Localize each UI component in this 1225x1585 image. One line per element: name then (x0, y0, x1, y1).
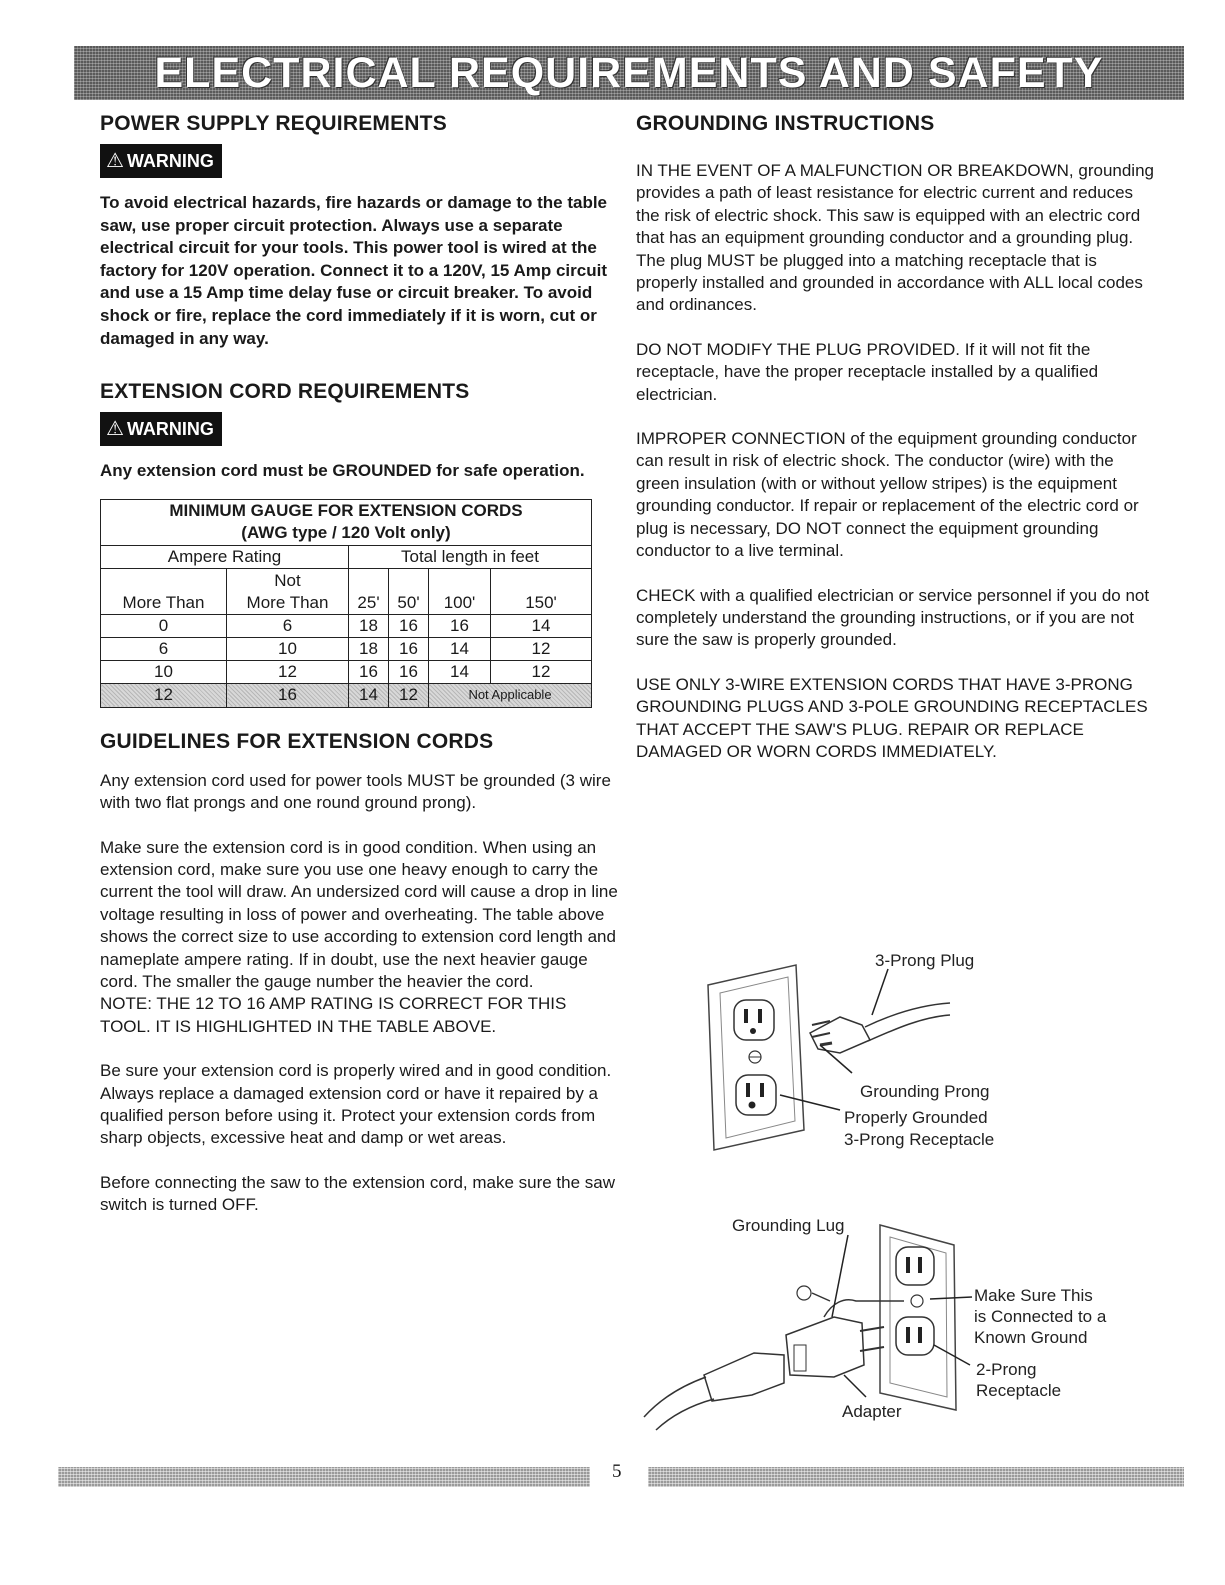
grounding-paragraph: IMPROPER CONNECTION of the equipment grounding conductor can result in risk of electric shock. The conductor (wire) with the green insulation (with or without yellow stripes) is the equipment grounding conductor. If repair or replacement of the electric cord or plug is necessary, DO NOT connect the equipment grounding conductor to a live terminal. (636, 429, 1139, 561)
three-prong-receptacle-figure (700, 945, 1030, 1165)
grounding-paragraph: CHECK with a qualified electrician or service personnel if you do not completely understand the grounding instructions, or if you are not sure the saw is properly grounded. (636, 585, 1150, 650)
receptacle-label: Properly Grounded (844, 1108, 988, 1127)
table-row: 6 10 18 16 14 12 (101, 637, 592, 660)
warning-badge (100, 412, 222, 446)
footer-bar-left (58, 1467, 590, 1487)
footer-bar-right (648, 1467, 1184, 1487)
cord (644, 1377, 706, 1417)
table-row: 10 12 16 16 14 12 (101, 660, 592, 683)
grounding-paragraph: IN THE EVENT OF A MALFUNCTION OR BREAKDOWN, grounding provides a path of least resistance for electric current and reduces the risk of electric shock. This saw is equipped with an electric cord that has an equipment grounding conductor and a grounding plug. The plug MUST be plugged into a matching receptacle that is properly installed and grounded in accordance with ALL local codes and ordinances. (636, 161, 1154, 315)
grounding-paragraph: DO NOT MODIFY THE PLUG PROVIDED. If it will not fit the receptacle, have the proper receptacle installed by a qualified electrician. (636, 339, 1099, 404)
grounding-lug-label: Grounding Lug (732, 1216, 845, 1235)
adapter-label: Adapter (842, 1402, 902, 1421)
lower-outlet (736, 1075, 776, 1115)
screw-icon (911, 1295, 923, 1307)
page-banner (74, 46, 1184, 100)
gauge-table-title: MINIMUM GAUGE FOR EXTENSION CORDS (AWG type / 120 Volt only) (101, 499, 592, 545)
lower-outlet (896, 1317, 934, 1355)
warning-label: WARNING (126, 418, 214, 439)
guidelines-heading: GUIDELINES FOR EXTENSION CORDS (100, 729, 494, 753)
upper-outlet (896, 1247, 934, 1285)
three-prong-plug-icon (704, 1353, 784, 1401)
page-title: ELECTRICAL REQUIREMENTS AND SAFETY (154, 48, 1104, 97)
more-than-header: More Than (101, 568, 227, 614)
lug-screw-icon (797, 1286, 811, 1300)
upper-outlet (734, 1000, 774, 1040)
guidelines-paragraph: Before connecting the saw to the extension cord, make sure the saw switch is turned OFF. (100, 1172, 616, 1215)
guidelines-paragraph: Any extension cord used for power tools MUST be grounded (3 wire with two flat prongs and one round ground prong). (100, 770, 611, 813)
two-prong-receptacle-label: Receptacle (976, 1381, 1062, 1400)
two-prong-adapter-figure (634, 1205, 1114, 1435)
warning-label: WARNING (126, 150, 214, 171)
make-sure-label: is Connected to a (974, 1307, 1107, 1326)
right-column (636, 112, 1156, 763)
grounding-paragraph: USE ONLY 3-WIRE EXTENSION CORDS THAT HAVE 3-PRONG GROUNDING PLUGS AND 3-POLE GROUNDING RECEPTACLES THAT ACCEPT THE SAW'S PLUG. REPAIR OR REPLACE DAMAGED OR WORN CORDS IMMEDIATELY. (636, 674, 1148, 761)
length-header: 25' (349, 568, 389, 614)
two-prong-receptacle-label: 2-Prong (976, 1360, 1037, 1379)
cord (865, 1003, 950, 1027)
power-supply-text: To avoid electrical hazards, fire hazards or damage to the table saw, use proper circuit protection. Always use a separate electrical circuit for your tools. This power tool is wired at the factory for 120V operation. Connect it to a 120V, 15 Amp circuit and use a 15 Amp time delay fuse or circuit breaker. To avoid shock or fire, replace the cord immediately if it is worn, cut or damaged in any way. (100, 193, 608, 348)
grounding-heading: GROUNDING INSTRUCTIONS (636, 112, 935, 135)
length-header: 100' (429, 568, 491, 614)
total-length-header: Total length in feet (349, 545, 592, 568)
warning-triangle-icon: ⚠ (106, 418, 124, 441)
warning-triangle-icon: ⚠ (106, 150, 124, 172)
table-row: 0 6 18 16 16 14 (101, 614, 592, 637)
gauge-table (100, 499, 592, 708)
length-header: 50' (389, 568, 429, 614)
three-prong-plug-label: 3-Prong Plug (875, 951, 975, 970)
highlighted-table-row: 12 16 14 12 Not Applicable (101, 683, 592, 707)
guidelines-note: NOTE: THE 12 TO 16 AMP RATING IS CORRECT FOR THIS TOOL. IT IS HIGHLIGHTED IN THE TABLE ABOVE. (100, 994, 567, 1036)
extension-req-heading: EXTENSION CORD REQUIREMENTS (100, 380, 470, 404)
not-applicable-cell: Not Applicable (429, 683, 592, 707)
guidelines-paragraph: Make sure the extension cord is in good condition. When using an extension cord, make sure you use one heavy enough to carry the current the tool will draw. An undersized cord will cause a drop in line voltage resulting in loss of power and overheating. The table above shows the correct size to use according to extension cord length and nameplate ampere rating. If in doubt, use the next heavier gauge cord. The smaller the gauge number the heavier the cord. (100, 837, 618, 991)
left-column (100, 112, 620, 1217)
not-more-than-header: Not More Than (227, 568, 349, 614)
length-header: 150' (491, 568, 592, 614)
extension-req-text: Any extension cord must be GROUNDED for safe operation. (100, 461, 585, 481)
ampere-rating-header: Ampere Rating (101, 545, 349, 568)
make-sure-label: Known Ground (974, 1328, 1088, 1347)
grounding-prong-label: Grounding Prong (860, 1082, 990, 1101)
make-sure-label: Make Sure This (974, 1286, 1093, 1305)
warning-badge (100, 144, 222, 178)
page-number: 5 (612, 1461, 622, 1482)
power-supply-heading: POWER SUPPLY REQUIREMENTS (100, 112, 447, 135)
guidelines-paragraph: Be sure your extension cord is properly wired and in good condition. Always replace a damaged extension cord or have it repaired by a qualified person before using it. Protect your extension cords from sharp objects, excessive heat and damp or wet areas. (100, 1061, 612, 1148)
receptacle-label: 3-Prong Receptacle (844, 1130, 995, 1149)
